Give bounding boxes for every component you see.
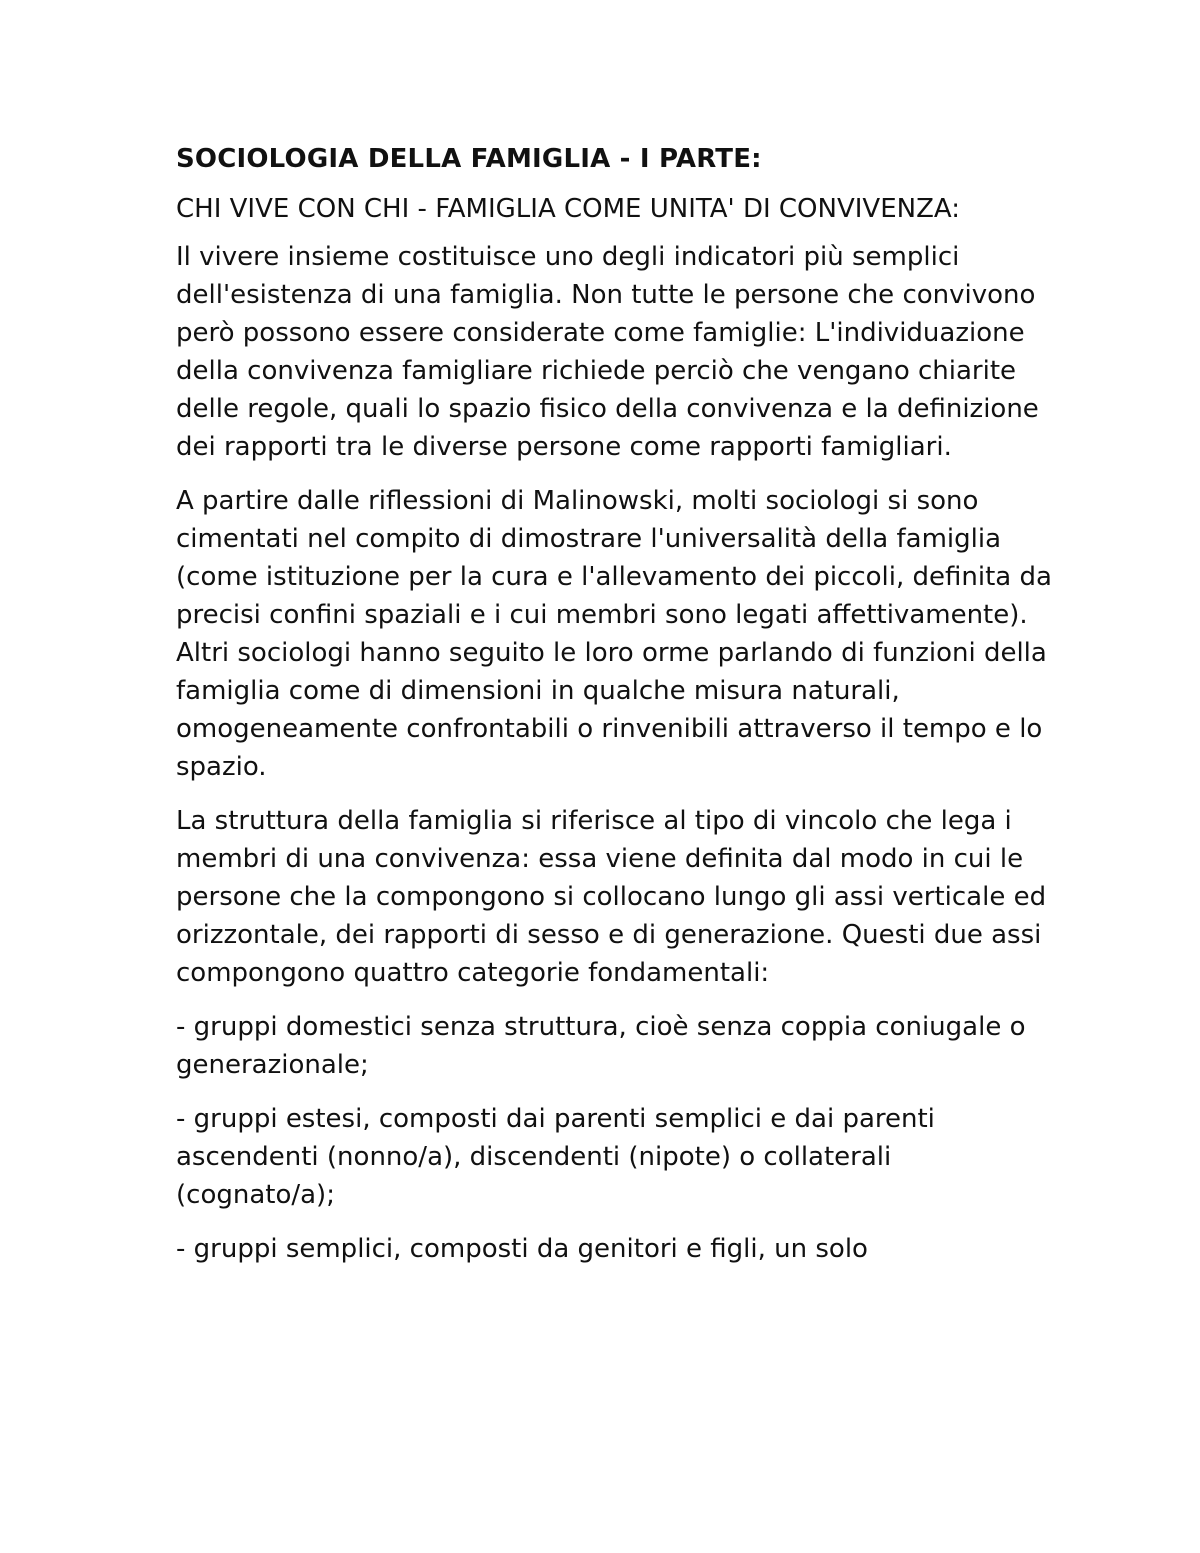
- paragraph-malinowski: A partire dalle riflessioni di Malinowski, molti sociologi si sono cimentati nel compito di dimostrare l'universalità della famiglia (come istituzione per la cura e l'allevamento dei piccoli, definita da precisi confini spaziali e i cui membri sono legati affettivamente). Altri sociologi hanno seguito le loro orme parlando di funzioni della famiglia come di dimensioni in qualche misura naturali, omogeneamente confrontabili o rinvenibili attraverso il tempo e lo spazio.: [176, 486, 1052, 782]
- document-page: [176, 140, 1056, 1284]
- document-subtitle: CHI VIVE CON CHI - FAMIGLIA COME UNITA' DI CONVIVENZA:: [176, 194, 960, 224]
- list-item-simple-groups: - gruppi semplici, composti da genitori e figli, un solo: [176, 1234, 868, 1264]
- list-item-extended-groups: - gruppi estesi, composti dai parenti semplici e dai parenti ascendenti (nonno/a), discendenti (nipote) o collaterali (cognato/a);: [176, 1104, 935, 1210]
- paragraph-cohabitation: Il vivere insieme costituisce uno degli indicatori più semplici dell'esistenza di una famiglia. Non tutte le persone che convivono però possono essere considerate come famiglie: L'individuazione della convivenza famigliare richiede perciò che vengano chiarite delle regole, quali lo spazio fisico della convivenza e la definizione dei rapporti tra le diverse persone come rapporti famigliari.: [176, 242, 1039, 462]
- paragraph-family-structure: La struttura della famiglia si riferisce al tipo di vincolo che lega i membri di una convivenza: essa viene definita dal modo in cui le persone che la compongono si collocano lungo gli assi verticale ed orizzontale, dei rapporti di sesso e di generazione. Questi due assi compongono quattro categorie fondamentali:: [176, 806, 1047, 988]
- list-item-no-structure: - gruppi domestici senza struttura, cioè senza coppia coniugale o generazionale;: [176, 1012, 1026, 1080]
- document-title: SOCIOLOGIA DELLA FAMIGLIA - I PARTE:: [176, 144, 762, 174]
